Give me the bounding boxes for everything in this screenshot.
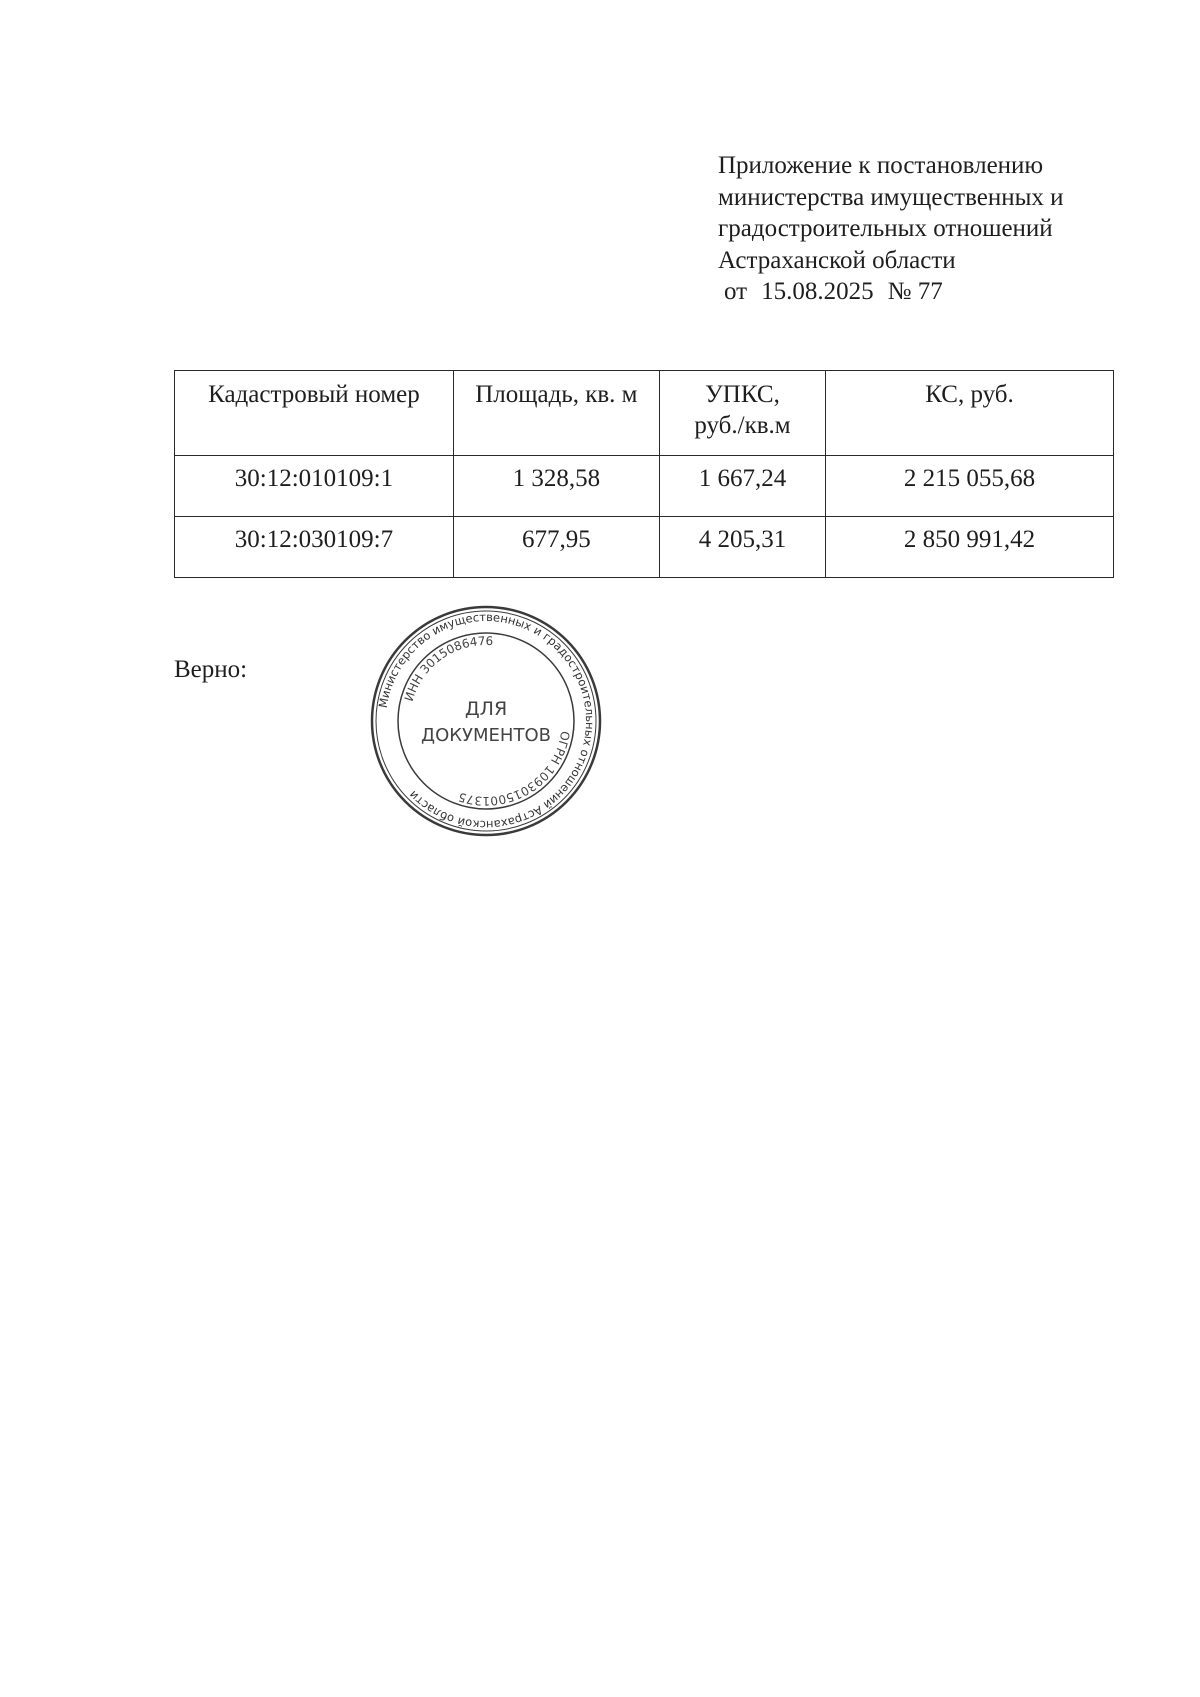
header-upks-line1: УПКС, (705, 381, 780, 408)
seal-outer-text: Министерство имущественных и градостроительных отношений Астраханской области (375, 609, 598, 833)
annex-date-line (718, 276, 1064, 308)
seal-center-line2: ДОКУМЕНТОВ (421, 725, 551, 746)
cell-ks: 2 215 055,68 (826, 456, 1114, 517)
table-header-row (175, 371, 1114, 456)
cell-upks: 1 667,24 (659, 456, 825, 517)
annex-line-3: градостроительных отношений (718, 215, 1053, 242)
annex-header (718, 150, 1064, 308)
cell-cadastral-number: 30:12:030109:7 (175, 517, 454, 578)
valuation-table (174, 370, 1114, 578)
cell-area: 1 328,58 (453, 456, 659, 517)
header-upks (659, 371, 825, 456)
seal-inner-ring (398, 633, 574, 809)
cell-area: 677,95 (453, 517, 659, 578)
annex-line-2: министерства имущественных и (718, 183, 1064, 211)
header-area: Площадь, кв. м (453, 371, 659, 456)
document-number: 77 (917, 278, 943, 305)
date-prefix: от (724, 278, 748, 305)
cell-upks: 4 205,31 (659, 517, 825, 578)
number-prefix: № (887, 278, 912, 305)
header-ks: КС, руб. (826, 371, 1114, 456)
seal-ogrn-text: ОГРН 1093015001375 (456, 729, 573, 809)
table-row (175, 517, 1114, 578)
header-upks-line2: руб./кв.м (694, 412, 791, 439)
certification-label: Верно: (174, 656, 248, 683)
document-date: 15.08.2025 (761, 278, 874, 305)
seal-center-line1: ДЛЯ (464, 698, 508, 720)
cell-ks: 2 850 991,42 (826, 517, 1114, 578)
official-seal (368, 603, 604, 839)
annex-line-1: Приложение к постановлению (718, 152, 1044, 179)
cell-cadastral-number: 30:12:010109:1 (175, 456, 454, 517)
seal-inn-text: ИНН 3015086476 (401, 633, 494, 704)
annex-line-4: Астраханской области (718, 246, 956, 274)
table-row (175, 456, 1114, 517)
header-cadastral-number: Кадастровый номер (175, 371, 454, 456)
